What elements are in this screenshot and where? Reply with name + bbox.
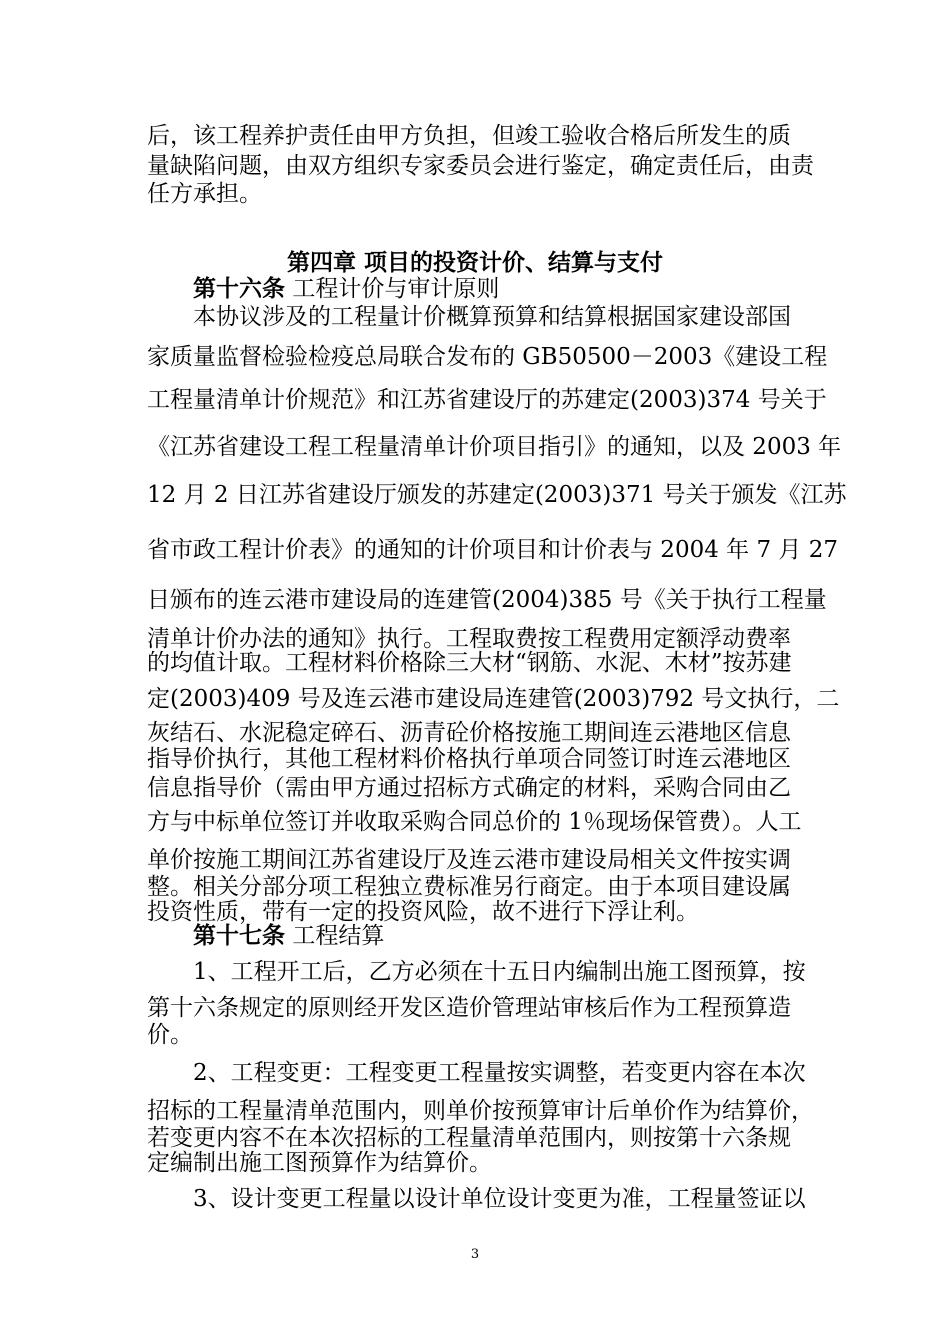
text-line: 投资性质，带有一定的投资风险，故不进行下浮让利。 bbox=[147, 899, 699, 925]
text-line: 的均值计取。工程材料价格除三大材“钢筋、水泥、木材”按苏建 bbox=[147, 650, 792, 676]
text-line: 整。相关分部分项工程独立费标准另行商定。由于本项目建设属 bbox=[147, 874, 791, 900]
text-line: 省市政工程计价表》的通知的计价项目和计价表与 2004 年 7 月 27 bbox=[147, 537, 838, 563]
article-title: 工程计价与审计原则 bbox=[292, 276, 500, 302]
text-line: 任方承担。 bbox=[147, 181, 262, 207]
text-line: 量缺陷问题，由双方组织专家委员会进行鉴定，确定责任后，由责 bbox=[147, 153, 814, 179]
text-line: 方与中标单位签订并收取采购合同总价的 1％现场保管费）。人工 bbox=[147, 809, 802, 835]
text-line: 定(2003)409 号及连云港市建设局连建管(2003)792 号文执行，二 bbox=[147, 686, 840, 712]
text-line: 本协议涉及的工程量计价概算预算和结算根据国家建设部国 bbox=[193, 304, 791, 330]
article-label: 第十七条 bbox=[193, 922, 285, 949]
text-line: 工程量清单计价规范》和江苏省建设厅的苏建定(2003)374 号关于 bbox=[147, 387, 827, 413]
text-line: 12 月 2 日江苏省建设厅颁发的苏建定(2003)371 号关于颁发《江苏 bbox=[147, 482, 847, 508]
text-line: 灰结石、水泥稳定碎石、沥青砼价格按施工期间连云港地区信息 bbox=[147, 720, 791, 746]
article-label: 第十六条 bbox=[193, 275, 285, 302]
text-line: 第十六条规定的原则经开发区造价管理站审核后作为工程预算造 bbox=[147, 995, 791, 1021]
article-heading bbox=[193, 922, 807, 950]
article-title: 工程结算 bbox=[292, 923, 385, 949]
text-line: 1、工程开工后，乙方必须在十五日内编制出施工图预算，按 bbox=[193, 959, 806, 985]
text-line: 价。 bbox=[147, 1022, 193, 1048]
text-line: 2、工程变更：工程变更工程量按实调整，若变更内容在本次 bbox=[193, 1060, 806, 1086]
text-line: 日颁布的连云港市建设局的连建管(2004)385 号《关于执行工程量 bbox=[147, 587, 827, 613]
text-line: 3、设计变更工程量以设计单位设计变更为准，工程量签证以 bbox=[193, 1186, 806, 1212]
text-line: 指导价执行，其他工程材料价格执行单项合同签订时连云港地区 bbox=[147, 746, 791, 772]
text-line: 招标的工程量清单范围内，则单价按预算审计后单价作为结算价， bbox=[147, 1098, 814, 1124]
page-number: 3 bbox=[470, 1247, 480, 1262]
text-line: 《江苏省建设工程工程量清单计价项目指引》的通知，以及 2003 年 bbox=[147, 434, 842, 460]
text-line: 后，该工程养护责任由甲方负担，但竣工验收合格后所发生的质 bbox=[147, 123, 791, 149]
text-line: 清单计价办法的通知》执行。工程取费按工程费用定额浮动费率 bbox=[147, 626, 791, 652]
text-line: 若变更内容不在本次招标的工程量清单范围内，则按第十六条规 bbox=[147, 1125, 791, 1151]
text-line: 单价按施工期间江苏省建设厅及连云港市建设局相关文件按实调 bbox=[147, 847, 791, 873]
text-line: 定编制出施工图预算作为结算价。 bbox=[147, 1150, 492, 1176]
article-heading bbox=[193, 275, 807, 303]
text-line: 家质量监督检验检疫总局联合发布的 GB50500－2003《建设工程 bbox=[147, 344, 828, 370]
text-line: 信息指导价（需由甲方通过招标方式确定的材料，采购合同由乙 bbox=[147, 775, 791, 801]
chapter-title: 第四章 项目的投资计价、结算与支付 bbox=[286, 249, 663, 276]
